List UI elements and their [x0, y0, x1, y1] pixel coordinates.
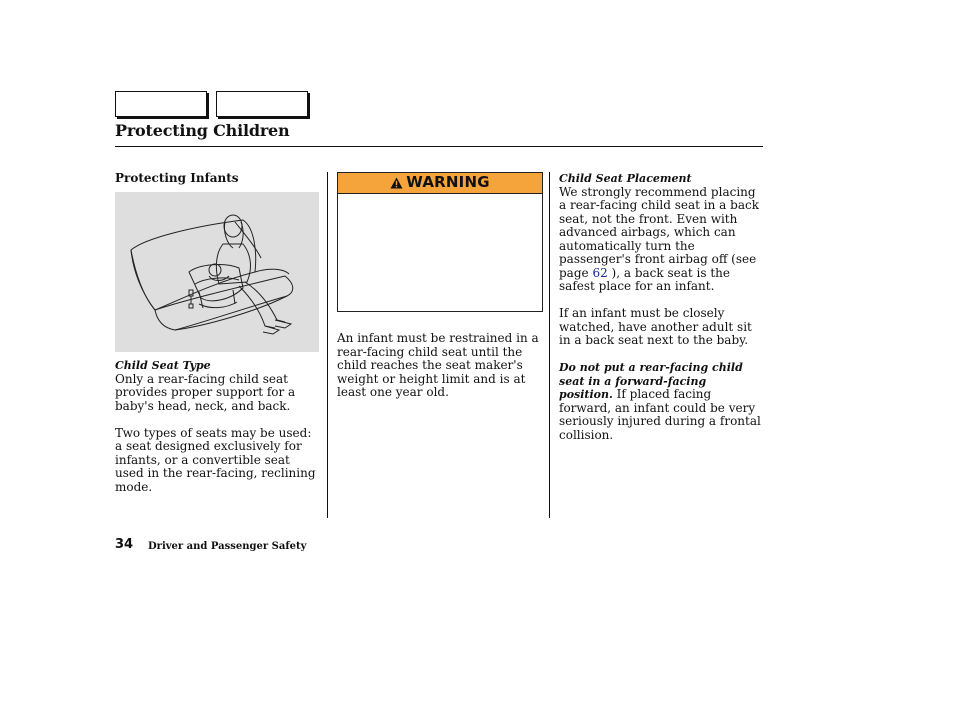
placement-text-before: We strongly recommend placing a rear-facing child seat in a back seat, not the front. Even with advanced airbags, which can automatically turn the passenger's front airbag off (see page [559, 184, 759, 280]
placement-paragraph-3 [559, 361, 763, 442]
page-reference-link[interactable]: 62 [592, 265, 608, 280]
column-divider-1 [327, 172, 328, 518]
warning-box [337, 172, 543, 312]
placement-text-after: ), a back seat is the safest place for an infant. [559, 265, 730, 293]
placement-paragraph-2: If an infant must be closely watched, have another adult sit in a back seat next to the baby. [559, 306, 752, 347]
column-1 [115, 171, 321, 494]
infant-restraint-paragraph: An infant must be restrained in a rear-facing child seat until the child reaches the seat maker's weight or height limit and is at least one year old. [337, 331, 539, 399]
child-seat-type-paragraph-2: Two types of seats may be used: a seat designed exclusively for infants, or a convertible seat used in the rear-facing, reclining mode. [115, 425, 316, 494]
child-seat-type-paragraph-1: Only a rear-facing child seat provides proper support for a baby's head, neck, and back. [115, 371, 296, 413]
footer-section-title: Driver and Passenger Safety [148, 541, 307, 552]
infant-seat-drawing [115, 192, 319, 352]
nav-tab-box-2[interactable] [216, 91, 308, 117]
nav-tab-box-1[interactable] [115, 91, 207, 117]
warning-triangle-icon [390, 177, 403, 189]
forward-facing-consequence: If placed facing forward, an infant could be very seriously injured during a frontal collision. [559, 387, 761, 442]
placement-paragraph-1 [559, 186, 763, 294]
protecting-infants-heading: Protecting Infants [115, 171, 239, 185]
column-divider-2 [549, 172, 550, 518]
page-title: Protecting Children [115, 121, 290, 140]
child-seat-placement-heading: Child Seat Placement [559, 172, 692, 185]
child-seat-type-heading: Child Seat Type [115, 359, 211, 372]
warning-label: WARNING [406, 173, 490, 192]
column-3 [559, 172, 763, 442]
page-number: 34 [115, 537, 134, 552]
title-rule [115, 146, 763, 147]
forward-facing-warning: Do not put a rear-facing child seat in a forward-facing position. [559, 361, 743, 401]
warning-header [338, 173, 542, 194]
infant-seat-illustration [115, 192, 319, 352]
